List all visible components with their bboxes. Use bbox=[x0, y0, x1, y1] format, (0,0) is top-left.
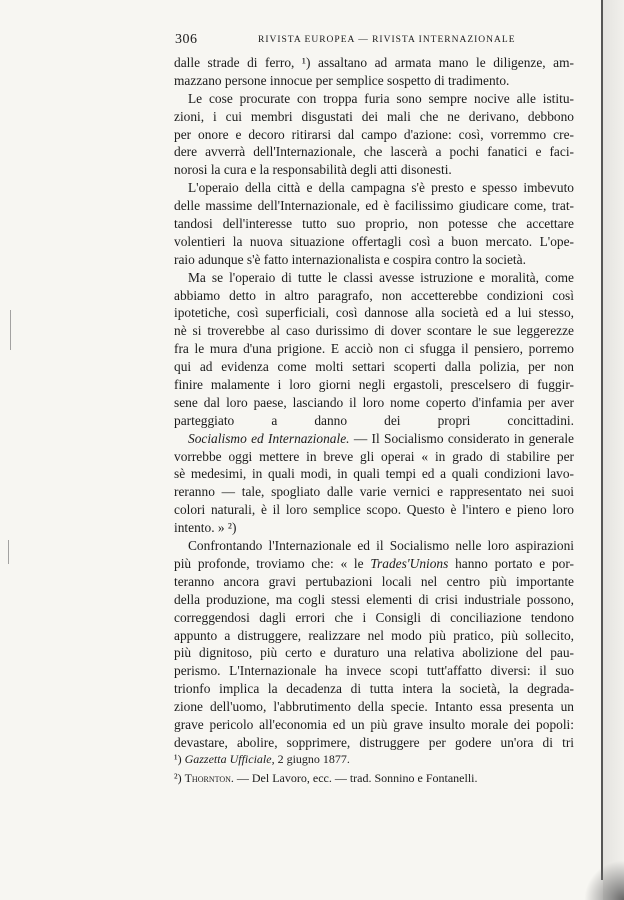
text-line: vorrebbe oggi mettere in breve gli operai « in grado di stabilire per bbox=[174, 448, 574, 464]
text-line-part: hanno portato e por- bbox=[448, 555, 574, 571]
text-line: tandosi dell'interesse tutto suo proprio, non potesse che accettare bbox=[174, 216, 574, 232]
text-line-part: più profonde, troviamo che: « le bbox=[174, 555, 371, 571]
text-line: ipotetiche, così superficiali, così dannose alla società ed a lui stesso, bbox=[174, 305, 574, 321]
text-line: fra le mura d'una prigione. E acciò non ci sfugga il pensiero, porremo bbox=[174, 341, 574, 357]
text-line: della produzione, ma cogli stessi elementi di crisi industriale possono, bbox=[174, 591, 574, 607]
text-line: teranno ancora gravi pertubazioni locali nel centro più importante bbox=[174, 573, 574, 589]
text-line: zione dell'uomo, l'abbrutimento della specie. Intanto essa presenta un bbox=[174, 699, 574, 715]
corner-smudge bbox=[584, 860, 624, 900]
text-line: raio adunque s'è fatto internazionalista e cospira contro la società. bbox=[174, 251, 526, 267]
page-header bbox=[175, 32, 575, 50]
footnote-marker: ²) bbox=[174, 771, 182, 785]
footnote-2 bbox=[174, 769, 574, 788]
text-line bbox=[174, 555, 574, 573]
text-line: dalle strade di ferro, ¹) assaltano ad armata mano le diligenze, am- bbox=[174, 55, 574, 70]
text-line bbox=[174, 430, 574, 448]
section-heading: Socialismo ed Internazionale. bbox=[188, 430, 350, 446]
text-line: correggendosi dagli errori che i Consigli di conciliazione tendono bbox=[174, 609, 574, 625]
text-line: volentieri la nuova situazione offertagli così a buon mercato. L'ope- bbox=[174, 233, 574, 249]
text-line: sene dal loro paese, lasciando il loro nome coperto d'infamia per aver bbox=[174, 394, 574, 410]
body-text bbox=[174, 54, 574, 770]
text-line: finire malamente i loro giorni negli ergastoli, prescelsero di fuggir- bbox=[174, 377, 574, 393]
text-line: delle massime dell'Internazionale, ed è facilissimo giudicare come, trat- bbox=[174, 198, 574, 214]
footnotes bbox=[174, 750, 574, 788]
page-number: 306 bbox=[175, 32, 198, 47]
text-line: per onore e decoro ritirarsi dal campo d'azione: così, vorremmo cre- bbox=[174, 126, 574, 142]
text-line: Confrontando l'Internazionale ed il Socialismo nelle loro aspirazioni bbox=[188, 538, 574, 554]
text-line: mazzano persone innocue per semplice sospetto di tradimento. bbox=[174, 72, 510, 88]
text-line: appunto a distruggere, realizzare nel modo più pratico, più sollecito, bbox=[174, 627, 574, 643]
text-line: sè medesimi, in quali modi, in quali tempi ed a quali condizioni lavo- bbox=[174, 466, 574, 482]
footnote-source: Gazzetta Ufficiale, bbox=[184, 752, 275, 766]
footnote-marker: ¹) bbox=[174, 752, 182, 766]
margin-scan-mark bbox=[8, 540, 9, 564]
footnote-text: 2 giugno 1877. bbox=[274, 752, 350, 766]
text-line: più dignitoso, più certo e duraturo una relativa abolizione del pau- bbox=[174, 645, 574, 661]
text-line: colori naturali, è il loro semplice scopo. Questo è l'intero e pieno loro bbox=[174, 502, 574, 518]
trades-unions-italic: Trades'Unions bbox=[370, 555, 449, 571]
text-line: devastare, abolire, sopprimere, distruggere per godere un'ora di tri bbox=[174, 734, 574, 750]
text-line: perismo. L'Internazionale ha invece scopi tutt'affatto diversi: il suo bbox=[174, 663, 574, 679]
running-head: RIVISTA EUROPEA — RIVISTA INTERNAZIONALE bbox=[258, 35, 516, 45]
text-line: qui ad evidenza come molti settari scoperti dalla polizia, per non bbox=[174, 359, 574, 375]
text-line: parteggiato a danno dei propri concittadini. bbox=[174, 412, 574, 428]
footnote-text: — Del Lavoro, ecc. — trad. Sonnino e Fontanelli. bbox=[233, 771, 478, 785]
text-line: L'operaio della città e della campagna s'è presto e spesso imbevuto bbox=[188, 180, 574, 196]
footnote-1 bbox=[174, 750, 574, 769]
page-edge-shadow bbox=[603, 0, 624, 900]
page-edge-line bbox=[601, 0, 603, 880]
text-line: trionfo implica la decadenza di tutta intera la società, la degrada- bbox=[174, 681, 574, 697]
text-line: intento. » ²) bbox=[174, 520, 237, 536]
text-line: dere avverrà dell'Internazionale, che lascerà a pochi fanatici e faci- bbox=[174, 144, 574, 160]
text-line: norosi la cura e la responsabilità degli atti disonesti. bbox=[174, 162, 452, 178]
margin-scan-mark bbox=[10, 310, 11, 350]
text-line: grave pericolo all'economia ed un più grave insulto morale dei popoli: bbox=[174, 716, 574, 732]
text-line: zioni, i cui membri disgustati dei mali che ne derivano, debbono bbox=[174, 108, 574, 124]
text-line: nè si troverebbe al caso durissimo di dover scontare le sue leggerezze bbox=[174, 323, 574, 339]
footnote-author: Thornton. bbox=[184, 771, 234, 785]
text-line: abbiamo detto in altro paragrafo, non accetterebbe condizioni così bbox=[174, 287, 574, 303]
text-line: Le cose procurate con troppa furia sono sempre nocive alle istitu- bbox=[188, 90, 574, 106]
text-line-rest: — Il Socialismo considerato in generale bbox=[349, 430, 574, 446]
text-line: reranno — tale, spogliato dalle varie vernici e rappresentato nei suoi bbox=[174, 484, 574, 500]
text-line: Ma se l'operaio di tutte le classi avesse istruzione e moralità, come bbox=[188, 269, 574, 285]
